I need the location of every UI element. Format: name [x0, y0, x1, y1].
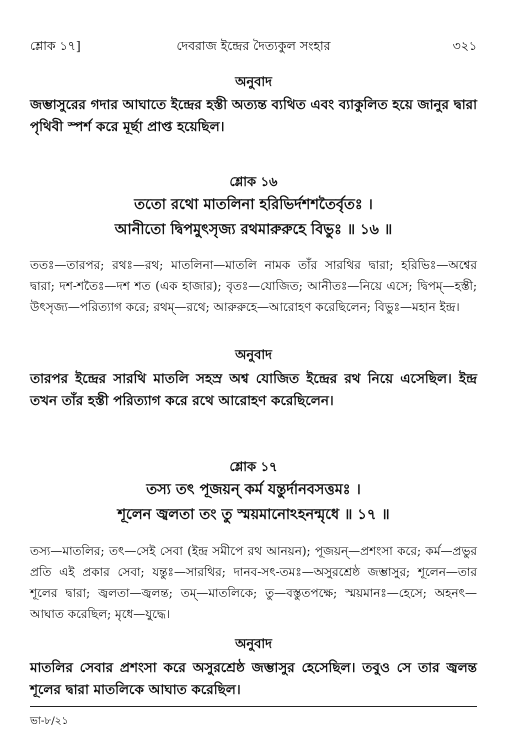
page-header — [30, 38, 477, 58]
header-verse-ref: শ্লোক ১৭] — [30, 38, 81, 53]
verse-line: ততো রথো মাতলিনা হরিভির্দশশতৈর্বৃতঃ । — [134, 196, 373, 213]
synonyms-text: তস্য—মাতলির; তৎ—সেই সেবা (ইন্দ্র সমীপে রথ আনয়ন); পূজয়ন্—প্রশংসা করে; কর্ম—প্রভুর প্রতি এই প্রকার সেবা; যন্তুঃ—সারথির; দানব-সৎ-তমঃ—অসুরশ্রেষ্ঠ জম্ভাসুর; শূলেন—তার শূলের দ্বারা; জ্বলতা—জ্বলন্ত; তম্—মাতলিকে; তু—বস্তুতপক্ষে; স্ময়মানঃ—হেসে; অহনৎ—আঘাত করেছিল; মৃধে—যুদ্ধে। — [30, 544, 477, 621]
footer-rule — [30, 706, 477, 707]
translation-heading: অনুবাদ — [235, 348, 272, 363]
translation-text: জম্ভাসুরের গদার আঘাতে ইন্দ্রের হস্তী অত্যন্ত ব্যথিত এবং ব্যাকুলিত হয়ে জানুর দ্বারা পৃথিবী স্পর্শ করে মূর্ছা প্রাপ্ত হয়েছিল। — [30, 97, 477, 135]
verse-heading: শ্লোক ১৬ — [229, 175, 278, 190]
synonyms-text: ততঃ—তারপর; রথঃ—রথ; মাতলিনা—মাতলি নামক তাঁর সারথির দ্বারা; হরিভিঃ—অশ্বের দ্বারা; দশ-শতৈঃ—দশ শত (এক হাজার); বৃতঃ—যোজিত; আনীতঃ—নিয়ে এসে; দ্বিপম্—হস্তী; উৎসৃজ্য—পরিত্যাগ করে; রথম্—রথে; আরুরুহে—আরোহণ করেছিলেন; বিভুঃ—মহান ইন্দ্র। — [30, 258, 477, 314]
verse-line: তস্য তৎ পূজয়ন্ কর্ম যন্তুর্দানবসত্তমঃ । — [146, 481, 361, 498]
header-chapter-title: দেবরাজ ইন্দ্রের দৈত্যকুল সংহার — [176, 38, 331, 53]
translation-heading: অনুবাদ — [235, 637, 272, 652]
translation-heading: অনুবাদ — [235, 75, 272, 90]
page-signature: ভা-৮/২১ — [30, 715, 69, 727]
header-page-number: ৩২১ — [452, 38, 477, 53]
translation-text: মাতলির সেবার প্রশংসা করে অসুরশ্রেষ্ঠ জম্ভাসুর হেসেছিল। তবুও সে তার জ্বলন্ত শূলের দ্বারা মাতলিকে আঘাত করেছিল। — [30, 660, 477, 698]
verse-line: আনীতো দ্বিপমুৎসৃজ্য রথমারুরুহে বিভুঃ ॥ ১৬ ॥ — [114, 221, 393, 238]
verse-heading: শ্লোক ১৭ — [229, 460, 278, 475]
translation-text: তারপর ইন্দ্রের সারথি মাতলি সহস্র অশ্ব যোজিত ইন্দ্রের রথ নিয়ে এসেছিল। ইন্দ্র তখন তাঁর হস্তী পরিত্যাগ করে রথে আরোহণ করেছিলেন। — [30, 371, 477, 409]
verse-line: শূলেন জ্বলতা তং তু স্ময়মানোঽহনন্মৃধে ॥ ১৭ ॥ — [117, 506, 390, 523]
